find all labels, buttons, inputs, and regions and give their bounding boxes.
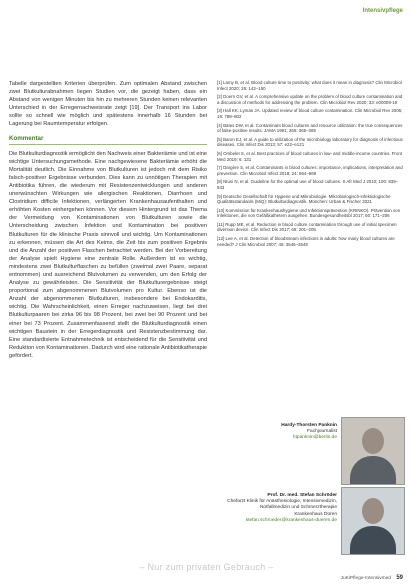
author-role: Chefarzt Klinik für Anästhesiologie, Intensivmedizin, Notfallmedizin und Schmerztherapie [227,499,337,511]
portrait-head [362,428,384,454]
author-email-link[interactable]: stefan.schroeder@krankenhaus-dueren.de [245,517,337,523]
portrait-head [362,498,384,524]
reference-list [217,80,405,250]
reference-item: [6] Ombelet S, et al. Best practices of blood cultures in low- and middle-income countries. Front Med 2019; 6: 131 [217,150,402,162]
author-name: Hardy-Thorsten Panknin [281,423,337,428]
reference-item: [1] Lamy B, et al. Blood culture time to positivity: what does it mean in diagnosis? Clin Microbiol Infect 2020; 26: 142–150 [217,80,402,91]
reference-item: [10] Kommission für Krankenhaushygiene und Infektionsprävention (KRINKO). Prävention von Infektionen, die von Gefäßkathetern ausgehen. Bundesgesundheitsbl 2017; 60: 171–206 [217,207,401,219]
watermark: – Nur zum privaten Gebrauch – [139,562,274,572]
reference-item: [4] Bates DW, et al. Contaminant blood cultures and resource utilization: the true consequences of false-positive results. JAMA 1991; 265: 365–369 [217,122,403,134]
section-title: Kommentar [9,135,207,145]
portrait-body [350,526,396,554]
author-block-2 [217,487,405,555]
reference-item: [3] Hall KK, Lyman JA. Updated review of blood culture contamination. Clin Microbiol Rev 2006; 19: 788–802 [217,108,403,119]
author-name: Prof. Dr. med. Stefan Schröder [267,493,337,498]
reference-item: [7] Dargère S, et al. Contaminants in blood cultures: importance, implications, interpretation and prevention. Clin Microbiol Infect 2018; 24: 964–969 [217,165,403,176]
page-footer [341,575,403,581]
reference-item: [12] Lee A, et al. Detection of bloodstream infections in adults: how many blood cultures are needed? J Clin Microbiol 2007; 45: 3546–3548 [217,236,395,247]
body-paragraph-1: Tabelle dargestellten Kriterien überprüfen. Zum optimalen Abstand zwischen zwei Blutkulturabnahmen liegen Studien vor, die gezeigt haben, dass ein Abstand von wenigen Minuten bis hin zu mehreren Stunden keinen relevanten Unterschied in der Erregernachweisrate zeigt [19]. Der Transport ins Labor sollte so schnell wie möglich und spätestens innerhalb 16 Stunden bei Lagerung bei Raumtemperatur erfolgen. [9,81,207,128]
author-hospital: Krankenhaus Düren [294,511,337,517]
reference-item: [11] Rupp ME, et al. Reduction in blood culture contamination through use of initial specimen diversion device. Clin Infect Dis 2017; 65: 201–205 [217,221,397,233]
body-paragraph-2: Die Blutkulturdiagnostik ermöglicht den Nachweis einer Bakteriämie und ist eine wichtige Untersuchungsmethode. Eine nachgewiesene Bakteriämie erhöht die Mortalität deutlich. Die Einnahme von Blutkulturen ist jedoch mit dem Risiko falsch-positiver Ergebnisse verbunden. Dies kann zu unnötigen Therapien mit Antibiotika führen, die wiederum mit Resistenzentwicklungen und anderen unerwünschten Wirkungen wie allergischen Reaktionen, Diarrhoen und Clostridium difficile Infektionen, verlängerten Krankenhausaufenthalten und erhöhten Kosten einhergehen können. Vor diesem Hintergrund ist das Thema der Vermeidung von Kontaminationen von Blutkulturen sowie die Unterscheidung zwischen Infektion und Kontamination bei positiven Blutkulturen für die klinische Praxis sinnvoll und wichtig. Um Kontaminationen zu erkennen, müssen die Art des Keims, die Zeit bis zum positiven Ergebnis und die Anzahl der positiven Flaschen betrachtet werden. Bei der Vorbereitung der Analyse spielt Hygiene eine zentrale Rolle. Außerdem ist es wichtig, mindestens zwei Blutkulturflaschen zu befüllen (zweimal zwei Paare, separat entnommen) und ausreichend Blutvolumen zu verwenden, um den Erfolg der Analyse zu gewährleisten. Die Sensitivität der Blutkulturergebnisse steigt proportional zum abgenommenen Blutvolumen pro Kultur. Ebenso ist die Anzahl der abgenommenen Blutkulturen, insbesondere bei Endokarditis, wichtig. Die Wahrscheinlichkeit, einen Erreger nachzuweisen, liegt bei drei Blutkulturpaaren bei zirka 96 bis 98 Prozent, bei zwei bei 90 Prozent und bei einer bei 73 Prozent. Zusammenfassend stellt die Blutkulturdiagnostik einen wichtigen Baustein in der Erregerdiagnostik und Resistenzbestimmung dar. Eine standardisierte Entnahmetechnik ist entscheidend für die Sensitivität und Reduktion von Kontaminationen. Dadurch wird eine rationale Antibiotikatherapie gefördert. [9,150,207,359]
reference-item: [2] Doern GV, et al. A comprehensive update on the problem of blood culture contamination and a discussion of methods for addressing the problem. Clin Microbiol Rev 2020; 33: e00009-19 [217,94,403,105]
author-photo [341,417,405,485]
reference-item: [5] Baron EJ, et al. A guide to utilization of the microbiology laboratory for diagnosis of infectious diseases. Clin Infect Dis 2013; 57: e22–e121 [217,136,403,148]
main-text-column [9,80,207,366]
author-info-1 [217,423,337,442]
author-role: Fachjournalist [307,429,337,435]
reference-item: [9] Deutsche Gesellschaft für Hygiene und Mikrobiologie. Mikrobiologisch-infektiologische Qualitätsstandards (MiQ): Blutkulturdiagnostik. München: Urban & Fischer 2021 [217,193,391,205]
author-block-1 [217,417,405,485]
page-number: 59 [396,575,403,581]
author-info-2 [217,493,337,524]
journal-name: JuKiPflege-Intensivmed [340,576,391,581]
portrait-body [350,456,396,484]
section-tag: Intensivpflege [362,8,403,14]
author-photo [341,487,405,555]
author-email-link[interactable]: htpanknin@berlin.de [292,435,337,441]
reference-item: [8] Ntusi N, et al. Guideline for the optimal use of blood cultures. S Afr Med J 2010; 100: 839–843 [217,179,399,190]
